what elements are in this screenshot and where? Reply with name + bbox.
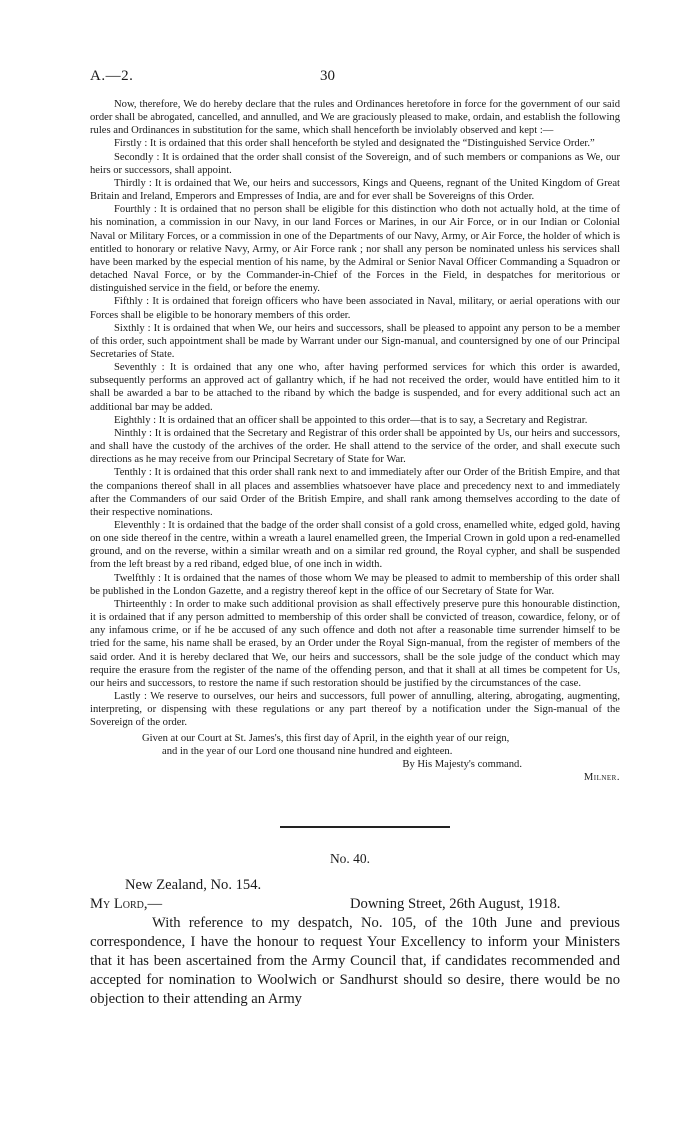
ordinance-paragraph-lastly: Lastly : We reserve to ourselves, our heirs and successors, full power of annulling, altering, abrogating, augmenting, interpreting, or dispensing with these regulations or any part thereof by a notification under the Sign-manual of the Sovereign of the order.	[90, 691, 620, 729]
ordinance-paragraph-preamble: Now, therefore, We do hereby declare that the rules and Ordinances heretofore in force for the government of our said order shall be abrogated, cancelled, and annulled, and We are graciously pleased to make, ordain, and establish the following rules and Ordinances in substitution for the same, which shall henceforth be inviolably observed and kept :—	[90, 99, 620, 137]
ordinance-paragraph-ninthly: Ninthly : It is ordained that the Secretary and Registrar of this order shall be appointed by Us, our heirs and successors, and shall have the custody of the archives of the order. He shall attend to the service of the order, and shall execute such directions as he may receive from our Principal Secretary of State for War.	[90, 427, 620, 466]
ordinance-paragraph-tenthly: Tenthly : It is ordained that this order shall rank next to and immediately after our Order of the British Empire, and that the companions thereof shall in all places and assemblies whatsoever have place and precedency next to and immediately after the Commanders of our said Order of the British Empire, and shall rank among themselves according to the date of their respective nominations.	[90, 467, 620, 518]
despatch-number: No. 40.	[329, 851, 371, 866]
section-divider	[280, 826, 450, 828]
despatch-colony: New Zealand, No. 154.	[125, 877, 262, 893]
ordinance-paragraph-fourthly: Fourthly : It is ordained that no person shall be eligible for this distinction who doth not actually hold, at the time of his nomination, a commission in our Navy, in our land Forces or Marines, in our Air Force, or in our Indian or Colonial Naval or Military Forces, or a commission in one of the Departments of our Navy, Army, or Air Force, the holder of which is entitled to honorary or relative Navy, Army, or Air Force rank ; nor shall any person be nominated unless his services shall have been marked by the especial mention of his name, by the Admiral or Senior Naval Officer Commanding a Squadron or detached Naval Force, or by the Commander-in-Chief of the Forces in the Field, in despatches for meritorious or distinguished service in the field, or before the enemy.	[90, 204, 620, 295]
ordinance-paragraph-fifthly: Fifthly : It is ordained that foreign officers who have been associated in Naval, military, or aerial operations with our Forces shall be eligible to be honorary members of this order.	[90, 296, 620, 321]
ordinance-text	[90, 98, 620, 784]
page-number: 30	[320, 68, 335, 84]
command-line: By His Majesty's command.	[402, 758, 522, 770]
document-reference: A.—2.	[90, 68, 134, 84]
given-line-1: Given at our Court at St. James's, this first day of April, in the eighth year of our reign,	[142, 732, 510, 744]
ordinance-paragraph-seventhly: Seventhly : It is ordained that any one who, after having performed services for which this order is awarded, subsequently performs an approved act of gallantry which, if he had not received the order, would have entitled him to it shall be awarded a bar to be attached to the riband by which the badge is suspended, and for every additional such act an additional bar may be added.	[90, 362, 620, 413]
salutation: My Lord,—	[90, 896, 163, 912]
ordinance-paragraph-secondly: Secondly : It is ordained that the order shall consist of the Sovereign, and of such members or companions as We, our heirs or successors, shall appoint.	[90, 151, 620, 176]
ordinance-paragraph-sixthly: Sixthly : It is ordained that when We, our heirs and successors, shall be pleased to appoint any person to be a member of this order, such appointment shall be made by Warrant under our Sign-manual, and countersigned by one of our Principal Secretaries of State.	[90, 322, 620, 360]
ordinance-paragraph-eleventhly: Eleventhly : It is ordained that the badge of the order shall consist of a gold cross, enamelled white, edged gold, having on one side thereof in the centre, within a wreath a laurel enamelled green, the Imperial Crown in gold upon a red-enamelled ground, and on the reverse, within a similar wreath and on a similar red ground, the Royal cypher, and shall be suspended from the left breast by a red riband, edged blue, of one inch in width.	[90, 520, 620, 571]
ordinance-paragraph-thirdly: Thirdly : It is ordained that We, our heirs and successors, Kings and Queens, regnant of the United Kingdom of Great Britain and Ireland, Emperors and Empresses of India, are and for ever shall be Sovereigns of this Order.	[90, 177, 620, 203]
ordinance-paragraph-thirteenthly: Thirteenthly : In order to make such additional provision as shall effectively preserve pure this honourable distinction, it is ordained that if any person admitted to membership of this order shall be convicted of treason, cowardice, felony, or of any infamous crime, or if he be accused of any such offence and doth not after a reasonable time surrender himself to be tried for the same, his name shall be erased, by an Order under the Royal Sign-manual, from the register of members of the said order. And it is hereby declared that We, our heirs and successors, shall be the sole judge of the conduct which may require the erasure from the register of the name of the offending person, and that it shall at all times be competent for Us, our heirs and successors, to restore the name if such restoration should be justified by the circumstances of the case.	[90, 598, 620, 689]
despatch-body: With reference to my despatch, No. 105, of the 10th June and previous correspondence, I have the honour to request Your Excellency to inform your Ministers that it has been ascertained from the Army Council that, if candidates recommended and accepted for nomination to Woolwich or Sandhurst should so desire, there would be no objection to their attending an Army	[90, 915, 620, 1007]
ordinance-paragraph-eighthly: Eighthly : It is ordained that an officer shall be appointed to this order—that is to say, a Secretary and Registrar.	[114, 414, 588, 426]
given-at-court	[90, 732, 620, 758]
signatory: Milner.	[583, 771, 620, 783]
despatch-address: Downing Street, 26th August, 1918.	[350, 896, 561, 912]
ordinance-paragraph-twelfthly: Twelfthly : It is ordained that the names of those whom We may be pleased to admit to membership of this order shall be published in the London Gazette, and a registry thereof kept in the office of our Secretary of State for War.	[90, 572, 620, 597]
ordinance-paragraph-firstly: Firstly : It is ordained that this order shall henceforth be styled and designated the “Distinguished Service Order.”	[114, 138, 595, 150]
given-line-2: and in the year of our Lord one thousand nine hundred and eighteen.	[162, 745, 453, 757]
despatch-heading	[90, 895, 620, 914]
